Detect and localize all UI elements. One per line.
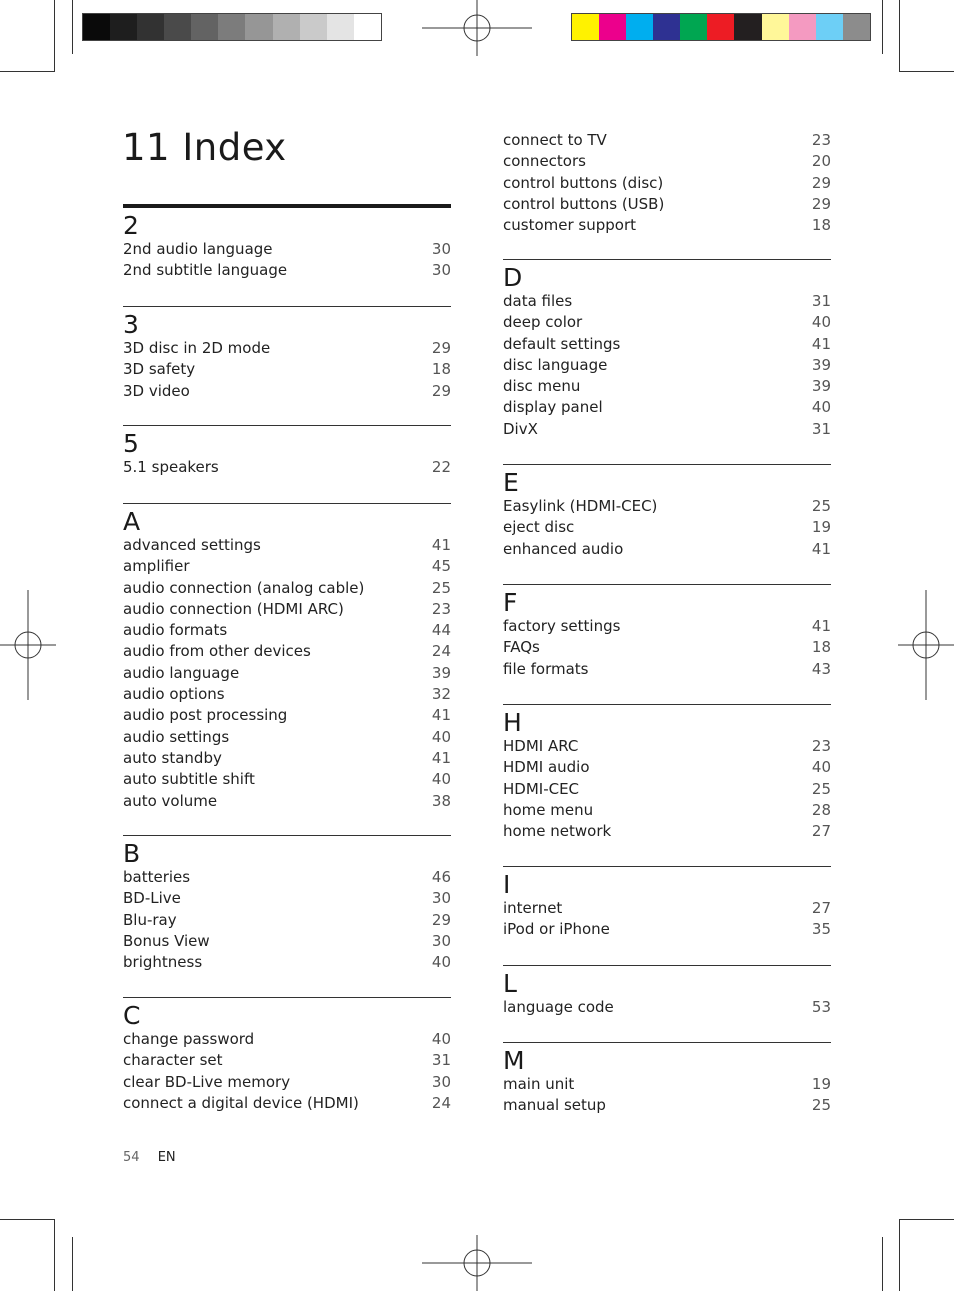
gray-swatch: [300, 14, 327, 40]
index-page-number: 40: [811, 313, 831, 332]
index-entry: [503, 821, 831, 842]
index-entry: [123, 888, 451, 909]
index-page-number: 25: [811, 1096, 831, 1115]
index-entry: [503, 517, 831, 538]
index-page-number: 24: [431, 1093, 451, 1112]
index-section-c: [123, 997, 451, 1114]
section-letter: D: [503, 263, 523, 292]
index-term: auto subtitle shift: [123, 770, 255, 789]
section-letter: H: [503, 708, 522, 737]
index-section-d: [503, 259, 831, 440]
index-term: clear BD-Live memory: [123, 1072, 291, 1091]
index-entry: [123, 1029, 451, 1050]
index-term: customer support: [503, 216, 636, 235]
index-page-number: 30: [431, 931, 451, 950]
index-section-3: [123, 306, 451, 402]
index-term: auto standby: [123, 748, 222, 767]
index-entry: [123, 769, 451, 790]
index-term: language code: [503, 998, 614, 1016]
index-entry: [503, 757, 831, 778]
index-page-number: 41: [431, 748, 451, 767]
index-entry: [123, 556, 451, 577]
index-entry: [123, 1072, 451, 1093]
section-divider: [123, 503, 451, 504]
index-term: 2nd audio language: [123, 240, 273, 258]
index-term: internet: [503, 899, 563, 917]
index-page-number: 29: [431, 910, 451, 929]
index-page-number: 28: [811, 800, 831, 819]
index-section-f: [503, 584, 831, 680]
section-divider: [503, 584, 831, 585]
index-page-number: 27: [811, 822, 831, 841]
index-term: data files: [503, 292, 573, 310]
index-section-c-continued: [503, 130, 831, 236]
index-page-number: 35: [811, 920, 831, 939]
index-page-number: 29: [431, 381, 451, 400]
index-page-number: 23: [811, 131, 831, 149]
index-page-number: 39: [431, 663, 451, 682]
index-page-number: 29: [811, 173, 831, 192]
color-swatch: [816, 14, 843, 40]
index-entry: [503, 997, 831, 1018]
section-divider: [503, 965, 831, 966]
section-letter: B: [123, 839, 141, 868]
registration-mark-right: [898, 590, 954, 700]
page-number: 54: [123, 1150, 140, 1165]
color-swatch: [789, 14, 816, 40]
gray-swatch: [218, 14, 245, 40]
index-page-number: 23: [811, 737, 831, 755]
index-term: character set: [123, 1051, 223, 1070]
index-entry: [503, 194, 831, 215]
index-entry: [123, 641, 451, 662]
index-entry: [503, 659, 831, 680]
color-swatch: [762, 14, 789, 40]
index-term: control buttons (USB): [503, 194, 665, 213]
index-term: 3D safety: [123, 360, 196, 379]
color-swatch: [843, 14, 870, 40]
gray-swatch: [327, 14, 354, 40]
index-section-2: [123, 204, 451, 282]
index-term: audio options: [123, 685, 225, 704]
index-section-5: [123, 425, 451, 478]
index-page-number: 29: [431, 339, 451, 357]
index-entry: [503, 397, 831, 418]
index-section-e: [503, 464, 831, 560]
index-entry: [123, 727, 451, 748]
index-term: BD-Live: [123, 889, 181, 908]
index-term: disc menu: [503, 377, 581, 396]
index-term: control buttons (disc): [503, 173, 664, 192]
index-entry: [123, 705, 451, 726]
gray-swatch: [273, 14, 300, 40]
color-swatch: [734, 14, 761, 40]
index-term: Blu-ray: [123, 910, 177, 929]
section-letter: 3: [123, 310, 139, 339]
index-term: auto volume: [123, 791, 218, 810]
index-term: audio formats: [123, 621, 228, 640]
index-entry: [503, 736, 831, 757]
index-page-number: 31: [811, 419, 831, 438]
index-page-number: 53: [811, 998, 831, 1016]
index-section-h: [503, 704, 831, 842]
page-title: 11 Index: [122, 126, 287, 169]
index-entry: [503, 1074, 831, 1095]
index-entry: [123, 338, 451, 359]
index-page-number: 24: [431, 642, 451, 661]
index-entry: [123, 457, 451, 478]
index-entry: [503, 800, 831, 821]
index-term: connect a digital device (HDMI): [123, 1093, 359, 1112]
index-entry: [503, 539, 831, 560]
index-term: audio post processing: [123, 706, 288, 725]
section-divider: [503, 866, 831, 867]
index-term: amplifier: [123, 557, 190, 576]
index-page-number: 22: [431, 458, 451, 476]
index-term: home network: [503, 822, 612, 841]
index-term: HDMI audio: [503, 758, 590, 777]
section-divider: [123, 425, 451, 426]
index-entry: [123, 239, 451, 260]
index-entry: [123, 1050, 451, 1071]
index-term: Easylink (HDMI-CEC): [503, 497, 658, 515]
index-entry: [503, 898, 831, 919]
gray-swatch: [110, 14, 137, 40]
section-divider: [503, 1042, 831, 1043]
index-term: iPod or iPhone: [503, 920, 610, 939]
index-term: default settings: [503, 334, 621, 353]
index-term: DivX: [503, 419, 538, 438]
section-letter: L: [503, 969, 517, 998]
index-page-number: 18: [811, 638, 831, 657]
index-entry: [123, 260, 451, 281]
index-term: HDMI-CEC: [503, 779, 580, 798]
index-term: Bonus View: [123, 931, 210, 950]
index-section-m: [503, 1042, 831, 1117]
gray-swatch: [83, 14, 110, 40]
color-swatch: [680, 14, 707, 40]
index-term: change password: [123, 1030, 255, 1048]
index-term: connectors: [503, 152, 586, 171]
index-page-number: 43: [811, 659, 831, 678]
index-page-number: 40: [811, 398, 831, 417]
index-page-number: 40: [431, 1030, 451, 1048]
section-divider: [123, 204, 451, 208]
index-entry: [123, 791, 451, 812]
index-page-number: 18: [811, 216, 831, 235]
index-term: brightness: [123, 953, 203, 972]
index-entry: [123, 359, 451, 380]
section-letter: M: [503, 1046, 525, 1075]
index-entry: [503, 291, 831, 312]
index-entry: [123, 599, 451, 620]
gray-swatch: [191, 14, 218, 40]
color-swatch: [599, 14, 626, 40]
index-entry: [503, 151, 831, 172]
color-swatch: [572, 14, 599, 40]
registration-mark-left: [0, 590, 56, 700]
index-term: enhanced audio: [503, 539, 624, 558]
index-entry: [503, 130, 831, 151]
index-entry: [123, 910, 451, 931]
index-page-number: 19: [811, 518, 831, 537]
index-entry: [123, 578, 451, 599]
index-page-number: 41: [811, 539, 831, 558]
index-entry: [123, 748, 451, 769]
section-divider: [123, 306, 451, 307]
index-term: 3D video: [123, 381, 190, 400]
index-page-number: 23: [431, 599, 451, 618]
index-term: manual setup: [503, 1096, 606, 1115]
section-letter: I: [503, 870, 511, 899]
index-entry: [503, 637, 831, 658]
index-section-l: [503, 965, 831, 1018]
index-term: audio from other devices: [123, 642, 311, 661]
index-page-number: 44: [431, 621, 451, 640]
index-term: HDMI ARC: [503, 737, 579, 755]
index-page-number: 41: [811, 334, 831, 353]
section-letter: 2: [123, 211, 139, 240]
index-term: eject disc: [503, 518, 575, 537]
index-page-number: 40: [431, 953, 451, 972]
index-page-number: 45: [431, 557, 451, 576]
index-page-number: 25: [811, 779, 831, 798]
index-page-number: 30: [431, 1072, 451, 1091]
gray-swatch: [164, 14, 191, 40]
index-term: 2nd subtitle language: [123, 261, 288, 280]
section-divider: [503, 259, 831, 260]
color-swatch: [626, 14, 653, 40]
index-section-i: [503, 866, 831, 941]
index-page-number: 27: [811, 899, 831, 917]
index-entry: [503, 376, 831, 397]
index-entry: [123, 684, 451, 705]
index-entry: [503, 173, 831, 194]
index-term: audio settings: [123, 727, 230, 746]
index-page-number: 40: [431, 770, 451, 789]
index-entry: [123, 381, 451, 402]
index-entry: [503, 919, 831, 940]
index-page-number: 18: [431, 360, 451, 379]
color-calibration-bar: [571, 13, 871, 41]
index-entry: [123, 1093, 451, 1114]
section-divider: [123, 997, 451, 998]
index-term: audio connection (analog cable): [123, 578, 365, 597]
index-page-number: 41: [431, 706, 451, 725]
section-letter: 5: [123, 429, 139, 458]
index-entry: [503, 312, 831, 333]
index-entry: [123, 663, 451, 684]
page-footer: [123, 1150, 176, 1165]
index-page-number: 30: [431, 889, 451, 908]
section-letter: F: [503, 588, 518, 617]
index-term: advanced settings: [123, 536, 261, 554]
gray-swatch: [245, 14, 272, 40]
index-entry: [123, 931, 451, 952]
grayscale-calibration-bar: [82, 13, 382, 41]
index-page-number: 41: [431, 536, 451, 554]
index-term: batteries: [123, 868, 191, 886]
index-entry: [503, 355, 831, 376]
index-page-number: 40: [811, 758, 831, 777]
index-page-number: 19: [811, 1075, 831, 1093]
color-swatch: [707, 14, 734, 40]
index-section-a: [123, 503, 451, 812]
index-page-number: 32: [431, 685, 451, 704]
index-term: 3D disc in 2D mode: [123, 339, 271, 357]
index-entry: [503, 496, 831, 517]
index-term: factory settings: [503, 617, 621, 635]
section-divider: [503, 464, 831, 465]
index-page-number: 39: [811, 355, 831, 374]
section-divider: [503, 704, 831, 705]
index-term: display panel: [503, 398, 603, 417]
index-entry: [503, 334, 831, 355]
section-letter: C: [123, 1001, 141, 1030]
index-term: FAQs: [503, 638, 540, 657]
section-divider: [123, 835, 451, 836]
index-term: main unit: [503, 1075, 575, 1093]
index-entry: [123, 952, 451, 973]
index-term: home menu: [503, 800, 594, 819]
index-page-number: 38: [431, 791, 451, 810]
index-entry: [123, 867, 451, 888]
index-term: 5.1 speakers: [123, 458, 219, 476]
index-page-number: 31: [431, 1051, 451, 1070]
gray-swatch: [354, 14, 381, 40]
index-page-number: 41: [811, 617, 831, 635]
index-page-number: 20: [811, 152, 831, 171]
index-term: audio connection (HDMI ARC): [123, 599, 344, 618]
index-page-number: 39: [811, 377, 831, 396]
index-page-number: 31: [811, 292, 831, 310]
index-page-number: 46: [431, 868, 451, 886]
section-letter: E: [503, 468, 519, 497]
index-entry: [503, 1095, 831, 1116]
section-letter: A: [123, 507, 141, 536]
language-code: EN: [157, 1150, 176, 1165]
registration-mark-bottom: [422, 1235, 532, 1291]
index-section-b: [123, 835, 451, 973]
index-term: file formats: [503, 659, 589, 678]
index-page-number: 25: [431, 578, 451, 597]
index-page-number: 29: [811, 194, 831, 213]
gray-swatch: [137, 14, 164, 40]
registration-mark-top: [422, 0, 532, 56]
index-entry: [503, 215, 831, 236]
index-page-number: 25: [811, 497, 831, 515]
index-entry: [503, 779, 831, 800]
index-term: deep color: [503, 313, 583, 332]
index-page-number: 40: [431, 727, 451, 746]
color-swatch: [653, 14, 680, 40]
index-entry: [123, 620, 451, 641]
index-page-number: 30: [431, 240, 451, 258]
index-term: connect to TV: [503, 131, 607, 149]
index-entry: [503, 419, 831, 440]
index-page-number: 30: [431, 261, 451, 280]
index-entry: [503, 616, 831, 637]
index-term: disc language: [503, 355, 608, 374]
index-entry: [123, 535, 451, 556]
index-term: audio language: [123, 663, 240, 682]
